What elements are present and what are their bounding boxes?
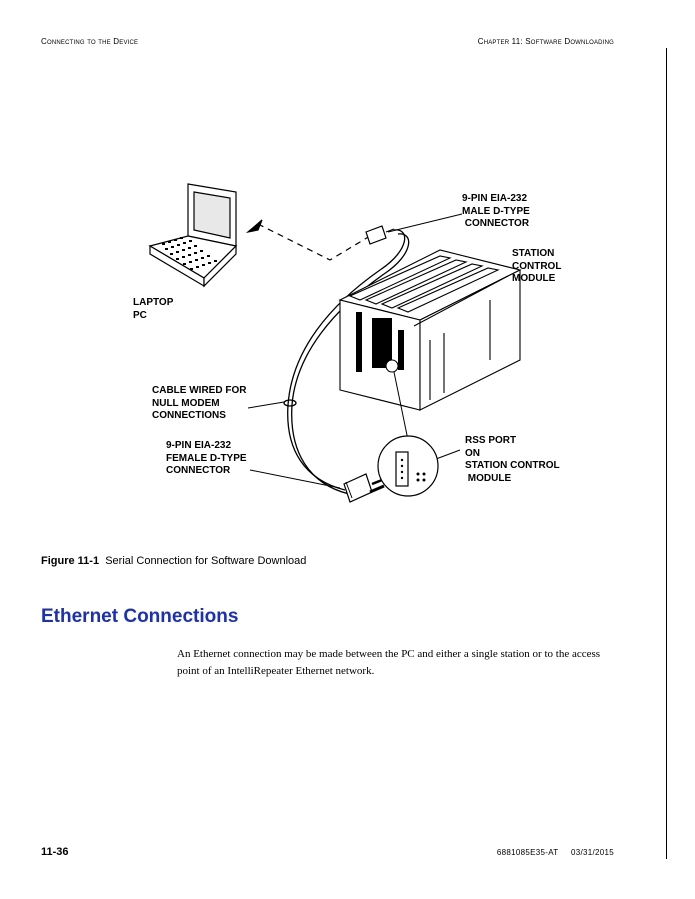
page-number: 11-36 [41,846,69,858]
station-rack-illustration [340,250,520,410]
running-header-right: Chapter 11: Software Downloading [477,37,614,46]
label-cable: CABLE WIRED FOR NULL MODEM CONNECTIONS [152,385,247,421]
label-laptop-pc: LAPTOP PC [133,297,174,321]
rss-port-detail [370,436,438,496]
label-rss-port: RSS PORT ON STATION CONTROL MODULE [465,435,560,484]
document-number: 6881085E35-AT 03/31/2015 [496,848,614,857]
label-station-control-module: STATION CONTROL MODULE [512,248,562,284]
figure-caption-number: Figure 11-1 [41,555,100,567]
section-body: An Ethernet connection may be made between the PC and either a single station or to the access point of an IntelliRepeater Ethernet network. [177,648,601,677]
margin-rule [666,48,667,859]
figure-caption-text: Serial Connection for Software Download [105,555,307,567]
figure-caption [41,555,306,567]
label-male-connector: 9-PIN EIA-232 MALE D-TYPE CONNECTOR [462,193,530,229]
label-female-connector: 9-PIN EIA-232 FEMALE D-TYPE CONNECTOR [166,440,247,476]
dashed-connection-line [248,220,370,260]
running-header-left: Connecting to the Device [41,37,139,46]
section-title: Ethernet Connections [41,606,239,627]
laptop-illustration [150,184,236,286]
male-connector-illustration [366,226,394,244]
